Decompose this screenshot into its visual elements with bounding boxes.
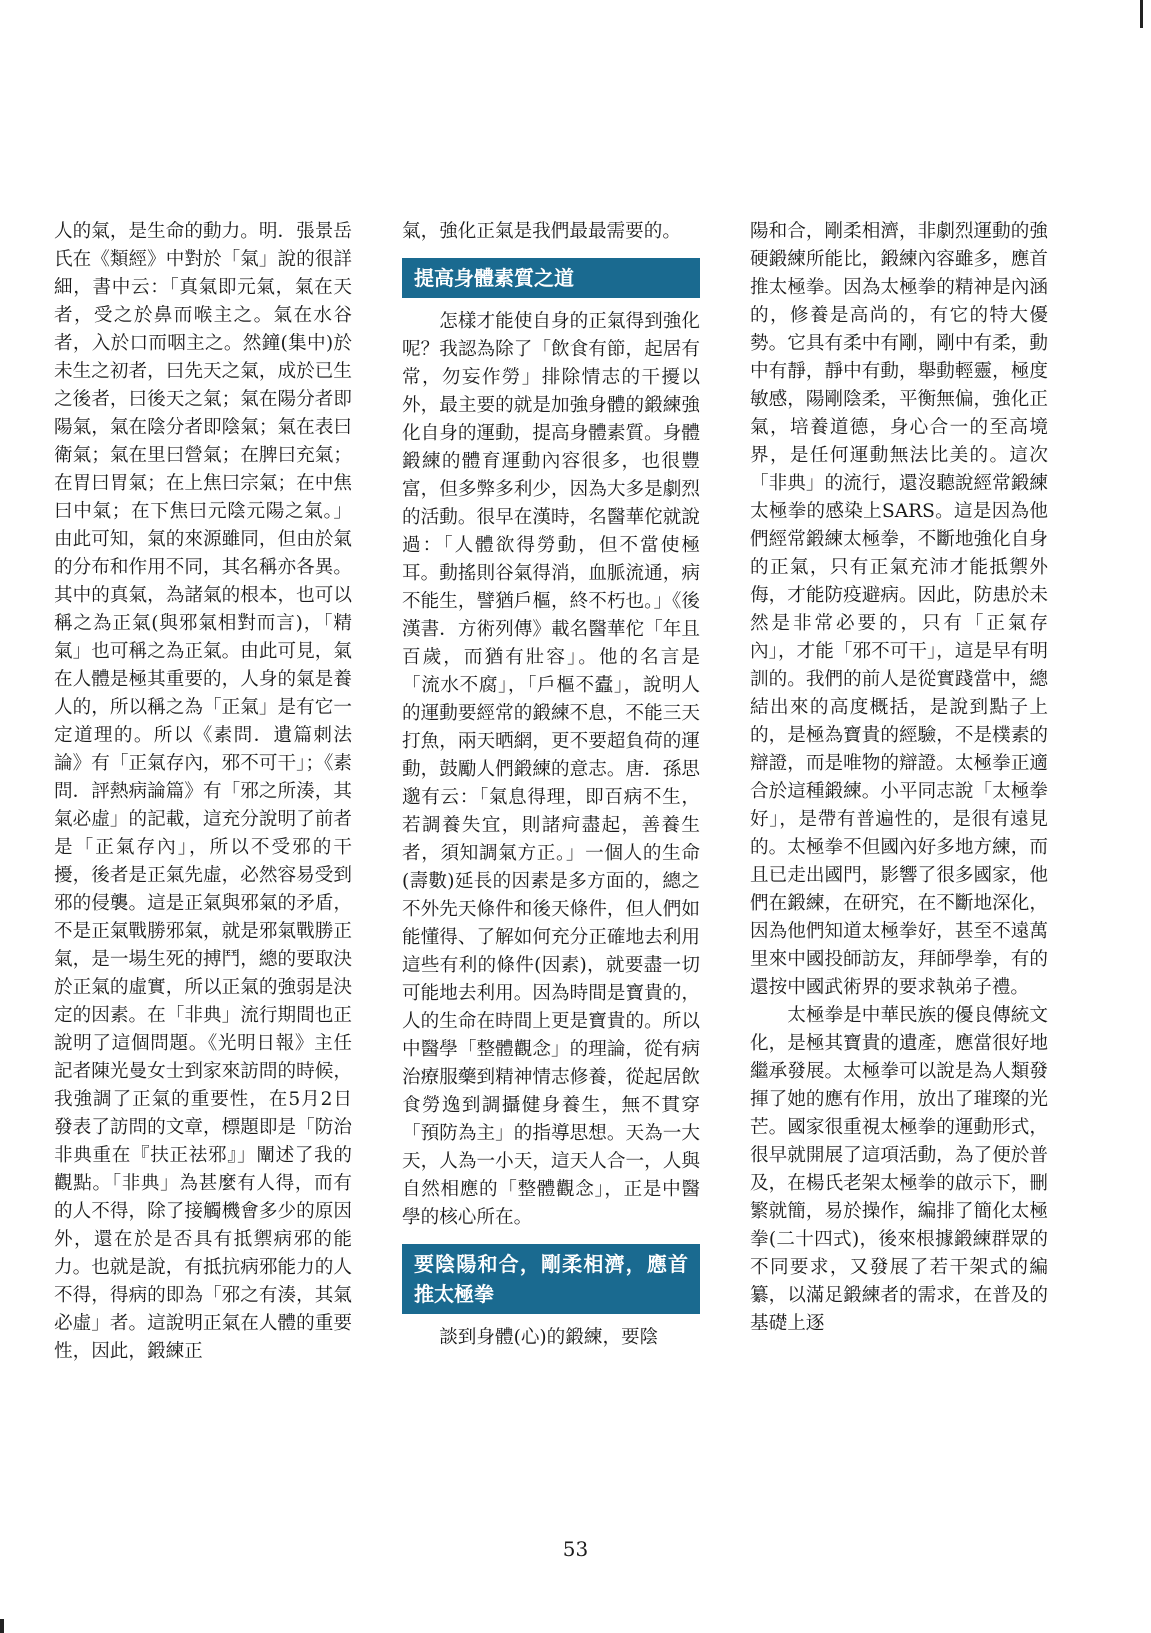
section-heading: 提高身體素質之道 — [402, 258, 700, 298]
paragraph: 怎樣才能使自身的正氣得到強化呢？我認為除了「飲食有節，起居有常，勿妄作勞」排除情志的干擾以外，最主要的就是加強身體的鍛練強化自身的運動，提高身體素質。身體鍛練的體育運動內容很多，也很豐富，但多弊多利少，因為大多是劇烈的活動。很早在漢時，名醫華佗就說過：「人體欲得勞動，但不當使極耳。動搖則谷氣得消，血脈流通，病不能生，譬猶戶樞，終不朽也。」《後漢書．方術列傳》載名醫華佗「年且百歲，而猶有壯容」。他的名言是「流水不腐」，「戶樞不蠹」，說明人的運動要經常的鍛練不息，不能三天打魚，兩天晒網，更不要超負荷的運動，鼓勵人們鍛練的意志。唐．孫思邈有云：「氣息得理，即百病不生，若調養失宜，則諸疴盡起，善養生者，須知調氣方正。」一個人的生命(壽數)延長的因素是多方面的，總之不外先天條件和後天條件，但人們如能懂得、了解如何充分正確地去利用這些有利的條件(因素)，就要盡一切可能地去利用。因為時間是寶貴的，人的生命在時間上更是寶貴的。所以中醫學「整體觀念」的理論，從有病治療服藥到精神情志修養，從起居飲食勞逸到調攝健身養生，無不貫穿「預防為主」的指導思想。天為一大天，人為一小天，這天人合一，人與自然相應的「整體觀念」，正是中醫學的核心所在。 — [402, 311, 700, 1228]
paragraph: 談到身體(心)的鍛練，要陰 — [439, 1327, 659, 1348]
text-column-1 — [54, 218, 352, 1366]
scan-mark-bottom-left — [0, 1619, 4, 1633]
paragraph: 太極拳是中華民族的優良傳統文化，是極其寶貴的遺產，應當很好地繼承發展。太極拳可以說是為人類發揮了她的應有作用，放出了璀璨的光芒。國家很重視太極拳的運動形式，很早就開展了這項活動，為了便於普及，在楊氏老架太極拳的啟示下，刪繁就簡，易於操作，編排了簡化太極拳(二十四式)，後來根據鍛練群眾的不同要求，又發展了若干架式的編纂，以滿足鍛練者的需求，在普及的基礎上逐 — [750, 1005, 1048, 1334]
paragraph: 陽和合，剛柔相濟，非劇烈運動的強硬鍛練所能比，鍛練內容雖多，應首推太極拳。因為太極拳的精神是內涵的，修養是高尚的，有它的特大優勢。它具有柔中有剛，剛中有柔，動中有靜，靜中有動，舉動輕靈，極度敏感，陽剛陰柔，平衡無偏，強化正氣，培養道德，身心合一的至高境界，是任何運動無法比美的。這次「非典」的流行，還沒聽說經常鍛練太極拳的感染上SARS。這是因為他們經常鍛練太極拳，不斷地強化自身的正氣，只有正氣充沛才能抵禦外侮，才能防疫避病。因此，防患於未然是非常必要的，只有「正氣存內」，才能「邪不可干」，這是早有明訓的。我們的前人是從實踐當中，總結出來的高度概括，是說到點子上的，是極為寶貴的經驗，不是樸素的辯證，而是唯物的辯證。太極拳正適合於這種鍛練。小平同志說「太極拳好」，是帶有普遍性的，是很有遠見的。太極拳不但國內好多地方練，而且已走出國門，影響了很多國家，他們在鍛練，在研究，在不斷地深化，因為他們知道太極拳好，甚至不遠萬里來中國投師訪友，拜師學拳，有的還按中國武術界的要求執弟子禮。 — [750, 221, 1048, 998]
page-number: 53 — [562, 1537, 589, 1561]
section-heading: 要陰陽和合，剛柔相濟，應首推太極拳 — [402, 1244, 700, 1314]
paragraph: 人的氣，是生命的動力。明．張景岳氏在《類經》中對於「氣」說的很詳細，書中云：「真氣即元氣，氣在天者，受之於鼻而喉主之。氣在水谷者，入於口而咽主之。然鐘(集中)於未生之初者，曰先天之氣，成於已生之後者，曰後天之氣；氣在陽分者即陽氣，氣在陰分者即陰氣；氣在表曰衛氣；氣在里曰營氣；在脾曰充氣；在胃曰胃氣；在上焦曰宗氣；在中焦曰中氣；在下焦曰元陰元陽之氣。」由此可知，氣的來源雖同，但由於氣的分布和作用不同，其名稱亦各異。其中的真氣，為諸氣的根本，也可以稱之為正氣(與邪氣相對而言)，「精氣」也可稱之為正氣。由此可見，氣在人體是極其重要的，人身的氣是養人的，所以稱之為「正氣」是有它一定道理的。所以《素問．遺篇刺法論》有「正氣存內，邪不可干」；《素問．評熱病論篇》有「邪之所湊，其氣必虛」的記載，這充分說明了前者是「正氣存內」，所以不受邪的干擾，後者是正氣先虛，必然容易受到邪的侵襲。這是正氣與邪氣的矛盾，不是正氣戰勝邪氣，就是邪氣戰勝正氣，是一場生死的搏鬥，總的要取決於正氣的虛實，所以正氣的強弱是決定的因素。在「非典」流行期間也正說明了這個問題。《光明日報》主任記者陳光曼女士到家來訪問的時候，我強調了正氣的重要性，在5月2日發表了訪問的文章，標題即是「防治非典重在『扶正祛邪』」闡述了我的觀點。「非典」為甚麼有人得，而有的人不得，除了接觸機會多少的原因外，還在於是否具有抵禦病邪的能力。也就是說，有抵抗病邪能力的人不得，得病的即為「邪之有湊，其氣必虛」者。這說明正氣在人體的重要性，因此，鍛練正 — [54, 221, 352, 1362]
text-column-2 — [402, 218, 700, 1352]
text-column-3 — [750, 218, 1048, 1338]
paragraph: 氣，強化正氣是我們最最需要的。 — [402, 221, 681, 242]
scan-mark-top-right — [1140, 0, 1143, 28]
